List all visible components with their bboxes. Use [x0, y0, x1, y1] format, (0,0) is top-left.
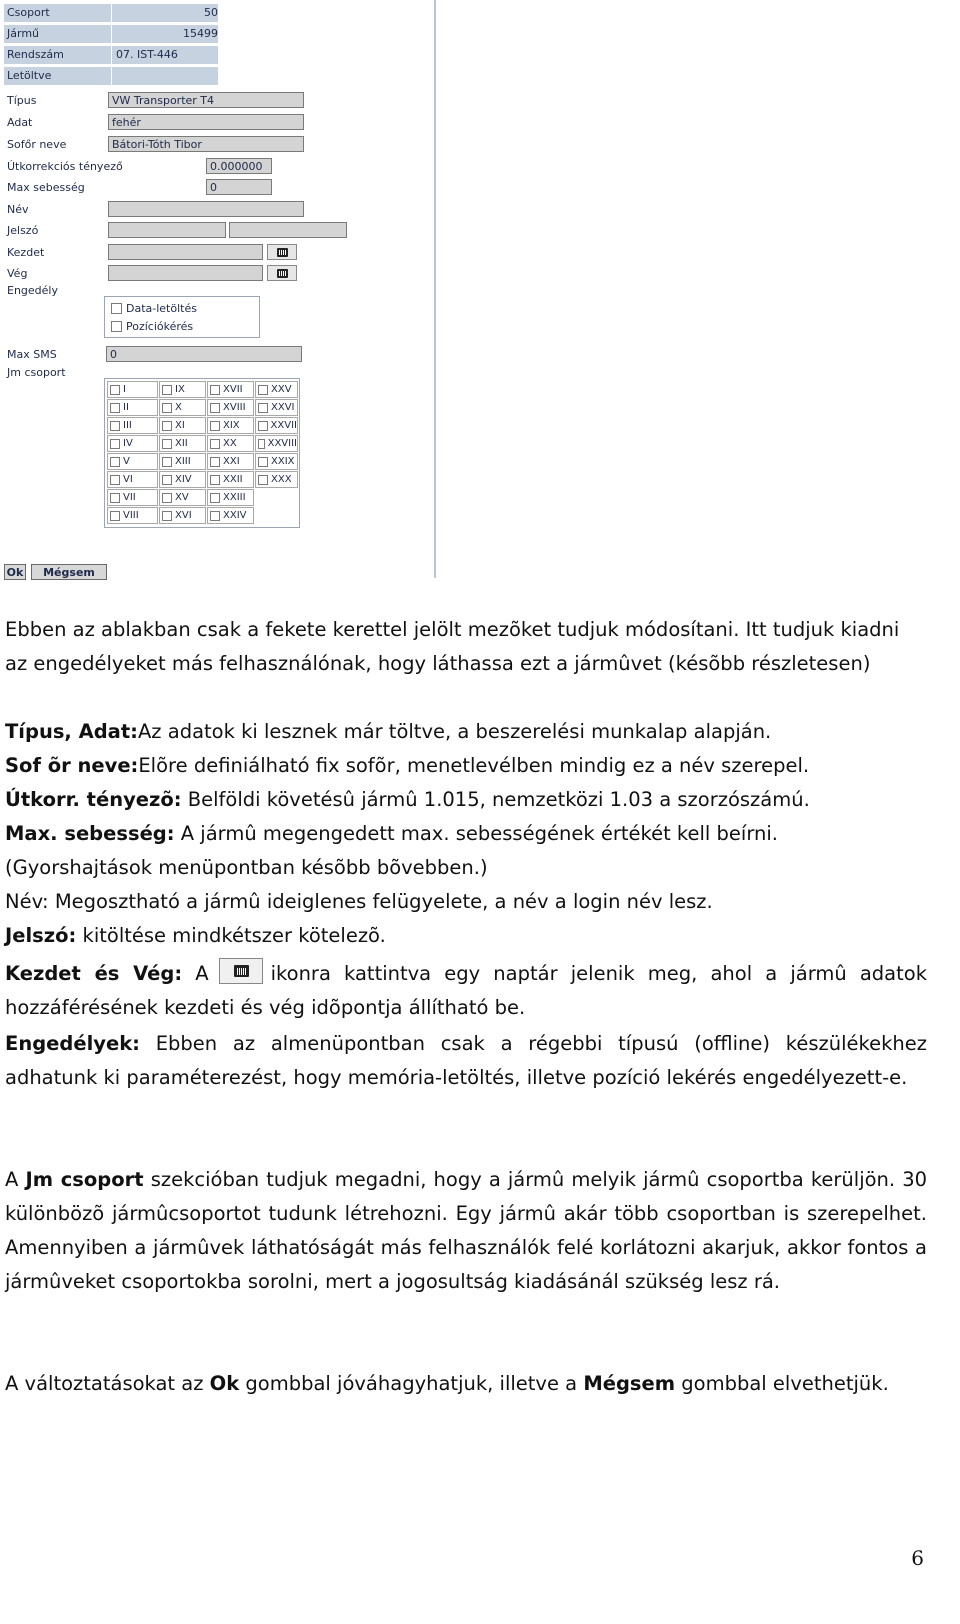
maxseb-label: Max sebesség	[7, 181, 85, 194]
vehicle-group-option[interactable]	[255, 435, 298, 452]
empty-cell	[255, 489, 298, 506]
checkbox[interactable]	[111, 303, 122, 314]
intro-paragraph: Ebben az ablakban csak a fekete kerettel jelölt mezõket tudjuk módosítani. Itt tudjuk kiadni az engedélyeket más felhasználónak, hogy láthassa ezt a jármûvet (késõbb részletesen)	[5, 618, 900, 675]
checkbox[interactable]	[258, 421, 268, 431]
vehicle-group-label: XII	[175, 438, 188, 449]
vehicle-group-label: X	[175, 402, 182, 413]
vehicle-group-option[interactable]	[159, 471, 206, 488]
utkorr-term: Útkorr. tényezõ:	[5, 788, 182, 811]
jmcsoport-label: Jm csoport	[7, 366, 66, 379]
vehicle-group-label: XIV	[175, 474, 192, 485]
letoltve-label: Letöltve	[7, 69, 52, 82]
vehicle-group-label: XVIII	[223, 402, 246, 413]
checkbox[interactable]	[162, 475, 172, 485]
maxsms-field[interactable]: 0	[106, 346, 302, 362]
permission-item[interactable]	[111, 300, 197, 316]
sofor-term: Sof õr neve:	[5, 754, 139, 777]
checkbox[interactable]	[162, 511, 172, 521]
calendar-button-illustration	[219, 958, 263, 984]
vehicle-group-box	[104, 378, 300, 528]
vehicle-group-option[interactable]	[207, 489, 254, 506]
jelszo-field[interactable]	[108, 222, 226, 238]
checkbox[interactable]	[258, 457, 268, 467]
closing-a: A változtatásokat az	[5, 1372, 204, 1395]
checkbox[interactable]	[210, 457, 220, 467]
closing-paragraph	[5, 1367, 927, 1401]
vehicle-group-option[interactable]	[107, 471, 158, 488]
vehicle-group-label: III	[123, 420, 132, 431]
veg-field[interactable]	[108, 265, 263, 281]
jelszo-confirm-field[interactable]	[229, 222, 347, 238]
vehicle-group-label: XIII	[175, 456, 191, 467]
checkbox[interactable]	[110, 403, 120, 413]
checkbox[interactable]	[258, 475, 268, 485]
vehicle-group-label: XXIV	[223, 510, 247, 521]
checkbox[interactable]	[210, 385, 220, 395]
vehicle-group-label: II	[123, 402, 129, 413]
vehicle-group-label: V	[123, 456, 130, 467]
checkbox[interactable]	[258, 403, 268, 413]
jarmu-value: 15499	[183, 27, 218, 40]
kezdet-paragraph	[5, 957, 927, 1025]
checkbox[interactable]	[110, 493, 120, 503]
checkbox[interactable]	[110, 385, 120, 395]
csoport-label: Csoport	[7, 6, 50, 19]
checkbox[interactable]	[110, 439, 120, 449]
form-frame-border	[434, 0, 436, 578]
veg-calendar-button[interactable]	[267, 265, 297, 281]
max-term: Max. sebesség:	[5, 822, 175, 845]
vehicle-group-option[interactable]	[159, 507, 206, 524]
vehicle-group-option[interactable]	[207, 399, 254, 416]
sofor-field[interactable]: Bátori-Tóth Tibor	[108, 136, 304, 152]
kezdet-term: Kezdet és Vég:	[5, 962, 183, 985]
kezdet-field[interactable]	[108, 244, 263, 260]
max-paragraph	[5, 817, 927, 885]
jm-desc: szekcióban tudjuk megadni, hogy a jármû melyik jármû csoportba kerüljön. 30 különbözõ jármûcsoportot tudunk létrehozni. Egy jármû akár több csoportban is szerepelhet. Amennyiben a jármûvek láthatóságát más felhasználók felé korlátozni akarjuk, akkor fontos a jármûveket csoportokba sorolni, mert a jogosultság kiadásánál szükség lesz rá.	[5, 1168, 928, 1293]
vehicle-group-option[interactable]	[207, 471, 254, 488]
cancel-button[interactable]: Mégsem	[31, 564, 107, 580]
jm-a: A	[5, 1168, 19, 1191]
jelszo-paragraph	[5, 919, 927, 953]
closing-ok: Ok	[209, 1372, 240, 1395]
rendszam-value: 07. IST-446	[116, 48, 178, 61]
tipus-desc: Az adatok ki lesznek már töltve, a beszerelési munkalap alapján.	[137, 720, 772, 743]
jelszo-term: Jelszó:	[5, 924, 77, 947]
checkbox[interactable]	[162, 457, 172, 467]
vehicle-group-label: XVI	[175, 510, 192, 521]
empty-cell	[255, 507, 298, 524]
vehicle-group-grid	[107, 381, 299, 525]
tipus-label: Típus	[7, 94, 37, 107]
vehicle-group-label: XXIX	[271, 456, 295, 467]
vehicle-group-label: VIII	[123, 510, 139, 521]
vehicle-group-option[interactable]	[207, 435, 254, 452]
permission-label: Pozíciókérés	[126, 319, 194, 333]
closing-megsem: Mégsem	[583, 1372, 676, 1395]
checkbox[interactable]	[162, 493, 172, 503]
nev-paragraph: Név: Megosztható a jármû ideiglenes felügyelete, a név a login név lesz.	[5, 890, 713, 913]
jelszo-desc: kitöltése mindkétszer kötelezõ.	[82, 924, 386, 947]
vehicle-group-option[interactable]	[107, 453, 158, 470]
vehicle-group-option[interactable]	[255, 381, 298, 398]
checkbox[interactable]	[110, 421, 120, 431]
vehicle-group-label: XVII	[223, 384, 243, 395]
max-desc: A jármû megengedett max. sebességének értékét kell beírni. (Gyorshajtások menüpontban késõbb bõvebben.)	[5, 822, 778, 879]
jarmu-label: Jármű	[7, 27, 40, 40]
checkbox[interactable]	[210, 475, 220, 485]
utkorr-desc: Belföldi követésû jármû 1.015, nemzetközi 1.03 a szorzószámú.	[187, 788, 810, 811]
calendar-icon	[277, 248, 288, 257]
closing-end: gombbal elvethetjük.	[681, 1372, 889, 1395]
adat-label: Adat	[7, 116, 33, 129]
checkbox[interactable]	[162, 403, 172, 413]
vehicle-group-label: XXVI	[271, 402, 295, 413]
nev-field[interactable]	[108, 201, 304, 217]
checkbox[interactable]	[162, 421, 172, 431]
vehicle-group-option[interactable]	[159, 453, 206, 470]
vehicle-group-label: IV	[123, 438, 133, 449]
vehicle-group-label: XXI	[223, 456, 240, 467]
closing-mid: gombbal jóváhagyhatjuk, illetve a	[245, 1372, 578, 1395]
veg-label: Vég	[7, 267, 28, 280]
checkbox[interactable]	[210, 439, 220, 449]
vehicle-group-label: XXIII	[223, 492, 246, 503]
utkorr-paragraph	[5, 783, 927, 817]
checkbox[interactable]	[162, 385, 172, 395]
sofor-desc: Elõre definiálható fix sofõr, menetlevélben mindig ez a név szerepel.	[138, 754, 810, 777]
rendszam-label: Rendszám	[7, 48, 64, 61]
vehicle-group-option[interactable]	[159, 399, 206, 416]
jelszo-label: Jelszó	[7, 224, 39, 237]
vehicle-group-option[interactable]	[107, 435, 158, 452]
adat-field: fehér	[108, 114, 304, 130]
vehicle-group-option[interactable]	[255, 399, 298, 416]
sofor-label: Sofőr neve	[7, 138, 67, 151]
vehicle-group-label: IX	[175, 384, 185, 395]
vehicle-group-label: XXX	[271, 474, 292, 485]
kezdet-calendar-button[interactable]	[267, 244, 297, 260]
permission-label: Data-letöltés	[126, 301, 197, 315]
sofor-paragraph	[5, 749, 927, 783]
vehicle-group-label: XXII	[223, 474, 243, 485]
jmcsoport-paragraph	[5, 1163, 927, 1299]
vehicle-group-label: XX	[223, 438, 237, 449]
checkbox[interactable]	[258, 439, 265, 449]
tipus-term: Típus, Adat:	[5, 720, 138, 743]
jm-term: Jm csoport	[25, 1168, 144, 1191]
vehicle-group-option[interactable]	[207, 381, 254, 398]
maxseb-field[interactable]: 0	[206, 179, 272, 195]
utkorr-field[interactable]: 0.000000	[206, 158, 272, 174]
csoport-value: 50	[204, 6, 218, 19]
checkbox[interactable]	[111, 321, 122, 332]
kezdet-a: A	[195, 962, 209, 985]
permission-item[interactable]	[111, 318, 193, 334]
checkbox[interactable]	[210, 421, 220, 431]
vehicle-group-label: VI	[123, 474, 133, 485]
utkorr-label: Útkorrekciós tényező	[7, 160, 123, 173]
vehicle-group-option[interactable]	[107, 381, 158, 398]
vehicle-group-option[interactable]	[207, 453, 254, 470]
checkbox[interactable]	[162, 439, 172, 449]
vehicle-group-label: XV	[175, 492, 189, 503]
engedely-paragraph	[5, 1027, 927, 1095]
checkbox[interactable]	[210, 511, 220, 521]
vehicle-group-option[interactable]	[159, 435, 206, 452]
ok-button[interactable]: Ok	[4, 564, 26, 580]
vehicle-group-option[interactable]	[159, 381, 206, 398]
vehicle-group-option[interactable]	[255, 471, 298, 488]
vehicle-group-label: XXVIII	[267, 438, 297, 449]
vehicle-group-option[interactable]	[159, 489, 206, 506]
vehicle-group-option[interactable]	[107, 489, 158, 506]
vehicle-form-screenshot	[0, 0, 438, 578]
vehicle-group-label: XIX	[223, 420, 240, 431]
nev-label: Név	[7, 203, 29, 216]
engedely-term: Engedélyek:	[5, 1032, 140, 1055]
engedely-desc: Ebben az almenüpontban csak a régebbi típusú (offline) készülékekhez adhatunk ki paraméterezést, hogy memória-letöltés, illetve pozíció lekérés engedélyezett-e.	[5, 1032, 927, 1089]
vehicle-group-label: XXVII	[270, 420, 297, 431]
vehicle-group-label: XI	[175, 420, 185, 431]
vehicle-group-option[interactable]	[207, 417, 254, 434]
vehicle-group-option[interactable]	[107, 507, 158, 524]
vehicle-group-label: VII	[123, 492, 136, 503]
tipus-paragraph	[5, 715, 927, 749]
checkbox[interactable]	[110, 457, 120, 467]
vehicle-group-option[interactable]	[107, 399, 158, 416]
kezdet-label: Kezdet	[7, 246, 45, 259]
tipus-field: VW Transporter T4	[108, 92, 304, 108]
checkbox[interactable]	[210, 493, 220, 503]
maxsms-label: Max SMS	[7, 348, 57, 361]
calendar-icon	[234, 965, 249, 977]
vehicle-group-option[interactable]	[255, 417, 298, 434]
checkbox[interactable]	[110, 475, 120, 485]
engedely-label: Engedély	[7, 284, 58, 297]
vehicle-group-option[interactable]	[207, 507, 254, 524]
kezdet-desc: ikonra kattintva egy naptár jelenik meg, ahol a jármû adatok hozzáférésének kezdeti és vég idõpontja állítható be.	[5, 962, 928, 1019]
calendar-icon	[277, 269, 288, 278]
checkbox[interactable]	[258, 385, 268, 395]
vehicle-group-option[interactable]	[159, 417, 206, 434]
vehicle-group-label: XXV	[271, 384, 292, 395]
page-number: 6	[911, 1546, 924, 1570]
checkbox[interactable]	[110, 511, 120, 521]
vehicle-group-option[interactable]	[107, 417, 158, 434]
permissions-box	[104, 296, 260, 338]
vehicle-group-option[interactable]	[255, 453, 298, 470]
checkbox[interactable]	[210, 403, 220, 413]
vehicle-group-label: I	[123, 384, 126, 395]
